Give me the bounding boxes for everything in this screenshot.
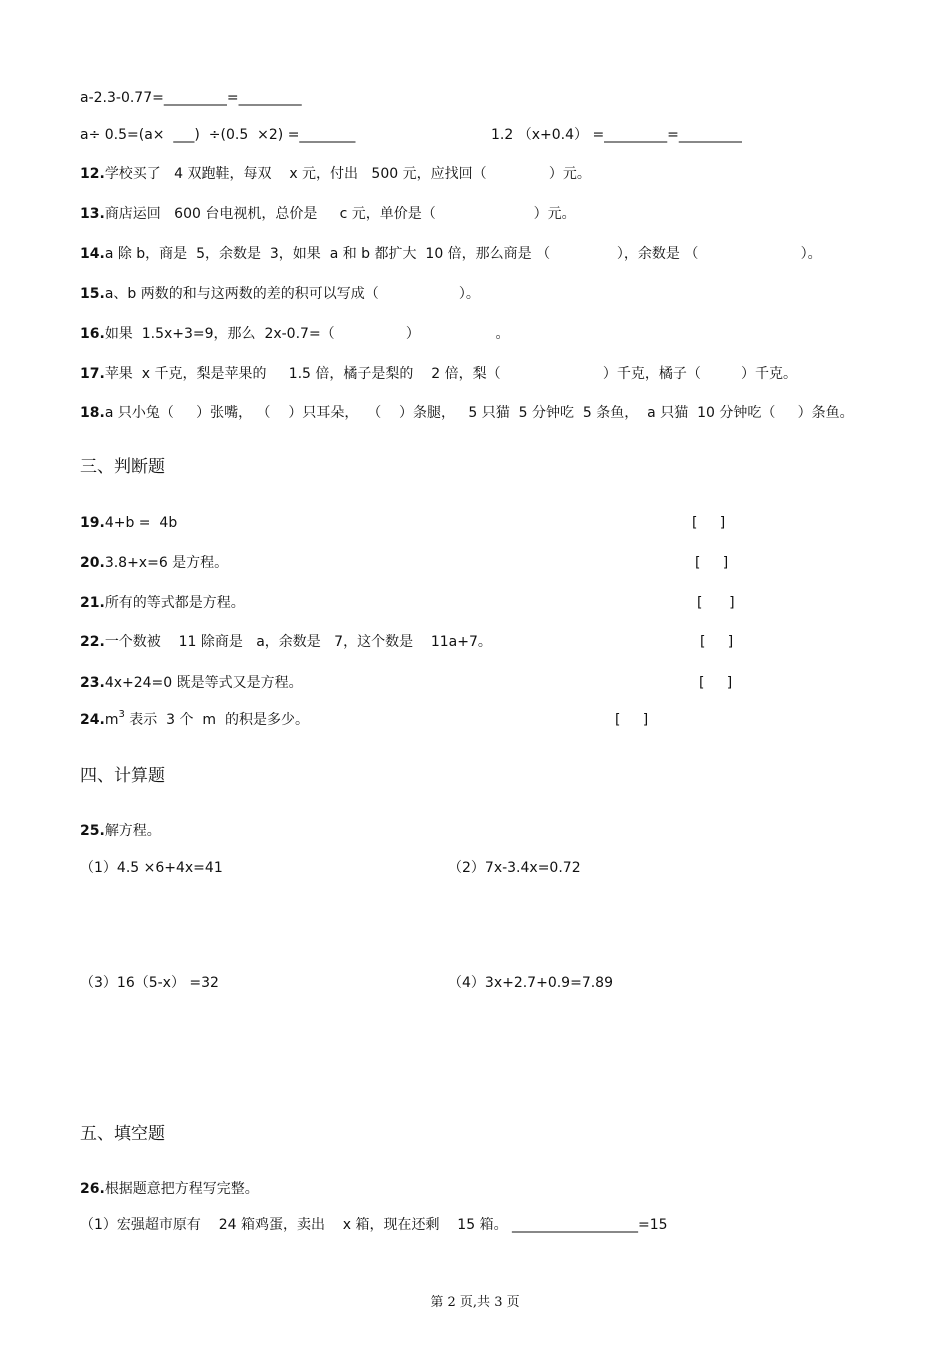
question-number: 22. bbox=[80, 634, 105, 650]
calc-line-a: a-2.3-0.77=_________=_________ bbox=[80, 90, 302, 106]
question-text: a 只小兔（ ）张嘴， （ ）只耳朵， （ ）条腿， 5 只猫 5 分钟吃 5 条鱼， a 只猫 10 分钟吃（ ）条鱼。 bbox=[104, 405, 854, 421]
question-21 bbox=[80, 594, 245, 612]
answer-bracket[interactable]: [ ] bbox=[692, 515, 726, 531]
question-22 bbox=[80, 633, 492, 651]
question-number: 20. bbox=[80, 555, 105, 571]
question-12 bbox=[80, 165, 591, 183]
question-number: 24. bbox=[80, 712, 105, 728]
question-text: 商店运回 600 台电视机，总价是 c 元，单价是（ ）元。 bbox=[104, 206, 576, 222]
question-text: 4x+24=0 既是等式又是方程。 bbox=[104, 675, 303, 691]
question-number: 21. bbox=[80, 595, 105, 611]
section-title-calc: 四、计算题 bbox=[80, 766, 165, 786]
question-text: a、b 两数的和与这两数的差的积可以写成（ ）。 bbox=[104, 286, 480, 302]
question-15 bbox=[80, 285, 480, 303]
question-number: 19. bbox=[80, 515, 105, 531]
answer-bracket[interactable]: [ ] bbox=[697, 595, 735, 611]
question-number: 26. bbox=[80, 1181, 105, 1197]
question-text: 一个数被 11 除商是 a，余数是 7，这个数是 11a+7。 bbox=[104, 634, 492, 650]
question-14 bbox=[80, 245, 822, 263]
equation-2: （2）7x-3.4x=0.72 bbox=[448, 860, 581, 876]
question-26 bbox=[80, 1180, 259, 1198]
section-title-fill: 五、填空题 bbox=[80, 1124, 165, 1144]
question-text: 学校买了 4 双跑鞋，每双 x 元，付出 500 元，应找回（ ）元。 bbox=[104, 166, 591, 182]
question-16 bbox=[80, 325, 510, 343]
question-text: 所有的等式都是方程。 bbox=[104, 595, 245, 611]
equation-3: （3）16（5-x） =32 bbox=[80, 975, 219, 991]
question-number: 18. bbox=[80, 405, 105, 421]
answer-bracket[interactable]: [ ] bbox=[695, 555, 729, 571]
question-number: 15. bbox=[80, 286, 105, 302]
calc-line-b: a÷ 0.5=(a× ___) ÷(0.5 ×2) =________ bbox=[80, 127, 356, 143]
calc-line-c: 1.2 （x+0.4） =_________=_________ bbox=[491, 127, 742, 143]
equation-1: （1）4.5 ×6+4x=41 bbox=[80, 860, 223, 876]
page-footer: 第 2 页,共 3 页 bbox=[430, 1295, 520, 1310]
question-text: 解方程。 bbox=[104, 823, 161, 839]
question-text: 3.8+x=6 是方程。 bbox=[104, 555, 229, 571]
question-number: 25. bbox=[80, 823, 105, 839]
question-text: 如果 1.5x+3=9，那么 2x-0.7=（ ） 。 bbox=[104, 326, 510, 342]
question-23 bbox=[80, 674, 303, 692]
superscript: 3 bbox=[118, 709, 125, 720]
equation-4: （4）3x+2.7+0.9=7.89 bbox=[448, 975, 613, 991]
section-title-judge: 三、判断题 bbox=[80, 457, 165, 477]
question-number: 16. bbox=[80, 326, 105, 342]
question-text: 根据题意把方程写完整。 bbox=[104, 1181, 259, 1197]
question-number: 14. bbox=[80, 246, 105, 262]
question-26-item-1: （1）宏强超市原有 24 箱鸡蛋，卖出 x 箱，现在还剩 15 箱。 __________________=15 bbox=[80, 1217, 668, 1233]
question-text: 苹果 x 千克，梨是苹果的 1.5 倍，橘子是梨的 2 倍，梨（ ）千克，橘子（ ）千克。 bbox=[104, 366, 797, 382]
answer-bracket[interactable]: [ ] bbox=[615, 712, 649, 728]
answer-bracket[interactable]: [ ] bbox=[699, 675, 733, 691]
question-18 bbox=[80, 404, 854, 422]
question-17 bbox=[80, 365, 797, 383]
question-19 bbox=[80, 514, 177, 532]
question-text: 4+b = 4b bbox=[104, 515, 178, 531]
question-20 bbox=[80, 554, 228, 572]
question-13 bbox=[80, 205, 576, 223]
question-text: a 除 b，商是 5，余数是 3，如果 a 和 b 都扩大 10 倍，那么商是 （ ），余数是 （ ）。 bbox=[104, 246, 822, 262]
question-number: 12. bbox=[80, 166, 105, 182]
question-number: 17. bbox=[80, 366, 105, 382]
question-text-pre: m bbox=[104, 712, 119, 728]
question-text-post: 表示 3 个 m 的积是多少。 bbox=[124, 712, 309, 728]
question-24 bbox=[80, 711, 309, 731]
answer-bracket[interactable]: [ ] bbox=[700, 634, 734, 650]
question-number: 23. bbox=[80, 675, 105, 691]
question-25 bbox=[80, 822, 161, 840]
question-number: 13. bbox=[80, 206, 105, 222]
